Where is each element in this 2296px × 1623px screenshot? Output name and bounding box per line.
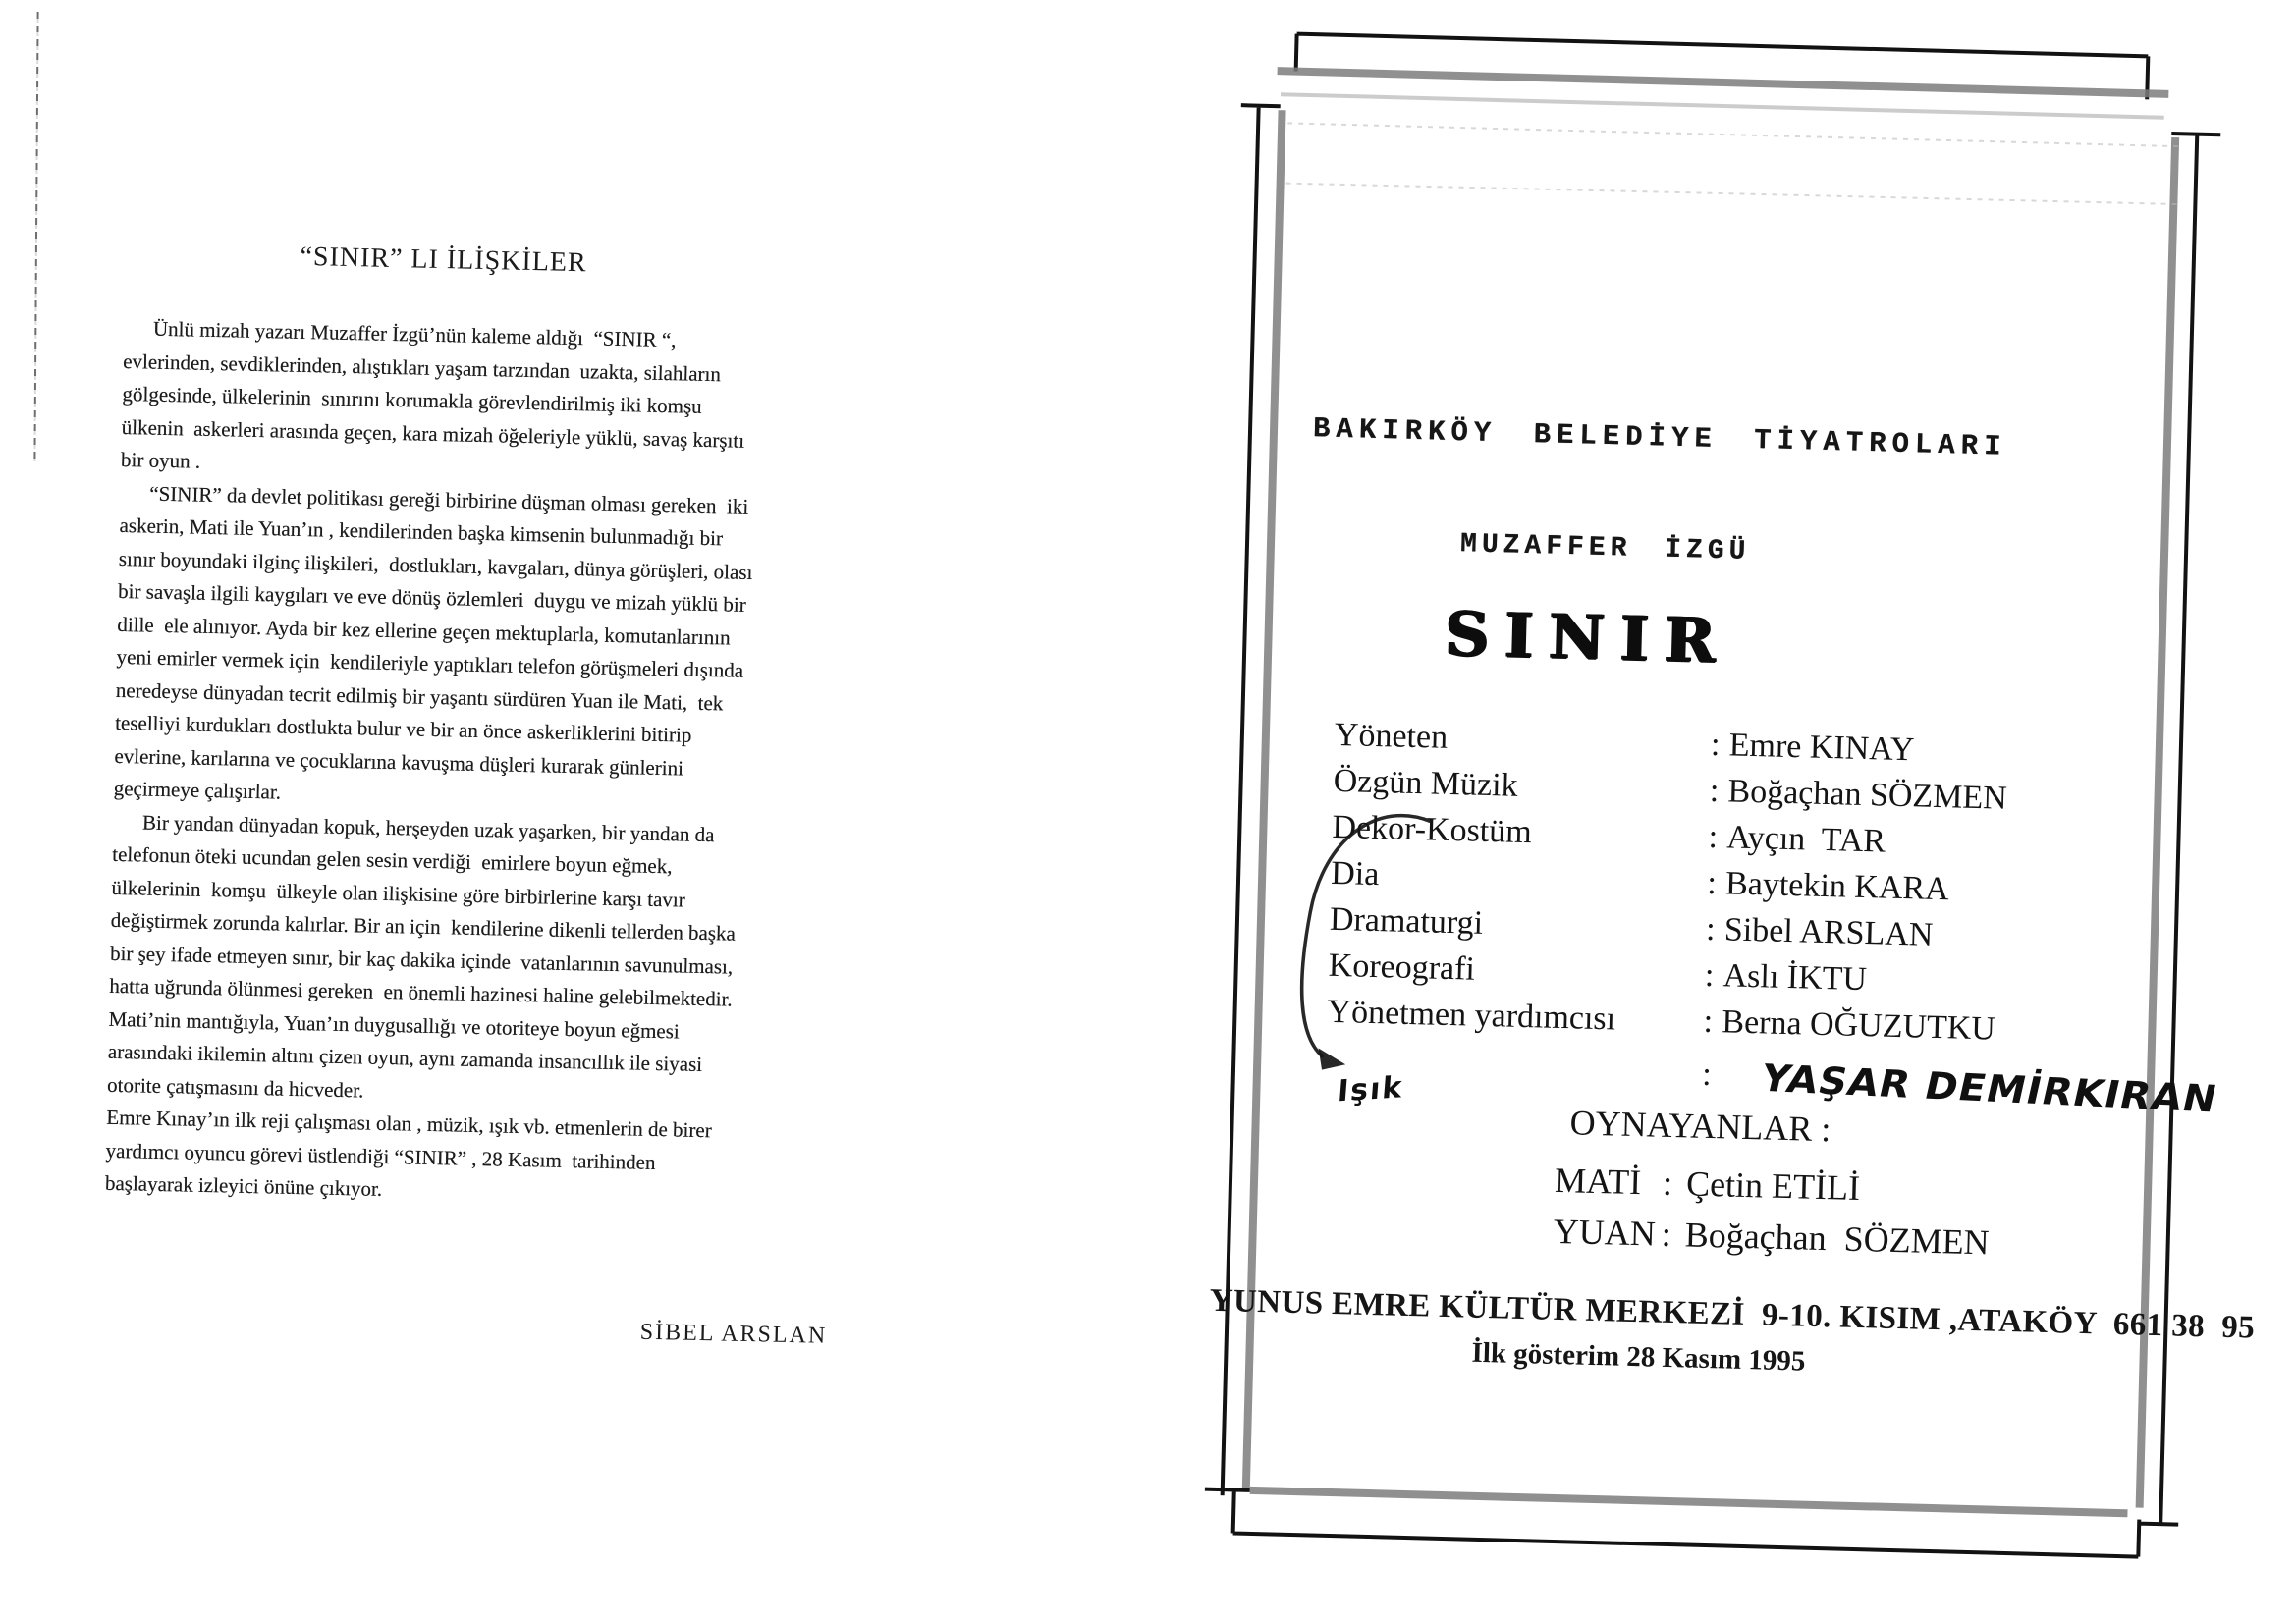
cast-character: YUAN [1553,1211,1657,1254]
essay-title: “SINIR” LI İLİŞKİLER [300,241,587,279]
cast-section [1553,1102,1993,1269]
credit-role: Koreografi [1328,947,1476,988]
credit-name: Aslı İKTU [1722,957,1868,999]
essay-paragraph-1: Ünlü mizah yazarı Muzaffer İzgü’nün kaleme aldığı “SINIR “, evlerinden, sevdiklerinden, alıştıkları yaşam tarzından uzakta, silahların gölgesinde, ülkelerinin sınırını korumakla görevlendirilmiş iki komşu ülkenin askerleri arasında geçen, kara mizah öğeleriyle yüklü, savaş karşıtı bir oyun . [120,316,750,473]
essay-signature: SİBEL ARSLAN [639,1319,828,1349]
cast-actor: Çetin ETİLİ [1685,1163,1861,1209]
venue-line: YUNUS EMRE KÜLTÜR MERKEZİ 9-10. KISIM ,ATAKÖY 661 38 95 [1209,1282,2256,1346]
credit-name: Baytekin KARA [1724,865,1950,908]
cast-colon: : [1662,1163,1673,1204]
credit-role: Yöneten [1334,716,1449,756]
cast-character: MATİ [1554,1160,1642,1203]
cast-actor: Boğaçhan SÖZMEN [1684,1215,1991,1263]
handwritten-name: YAŞAR DEMİRKIRAN [1757,1056,2222,1121]
credit-colon: : [1705,910,1717,948]
premiere-date-line: İlk gösterim 28 Kasım 1995 [1471,1336,1806,1378]
credit-colon: : [1701,1055,1713,1094]
theater-company-name: BAKIRKÖY BELEDİYE TİYATROLARI [1312,412,2007,463]
cast-heading: OYNAYANLAR : [1569,1103,1831,1150]
credit-name: Sibel ARSLAN [1723,911,1934,953]
essay-paragraph-2: “SINIR” da devlet politikası gereği birbirine düşman olması gereken iki askerin, Mati ile Yuan’ın , kendilerinden başka kimsenin bulunmadığı bir sınır boyundaki ilginç ilişkileri, dostlukları, kavgaları, dünya görüşleri, olası bir savaşla ilgili kaygıları ve eve dönüş özlemleri duygu ve mizah yüklü bir dille ele alınıyor. Ayda bir kez ellerine geçen mektuplarla, komutanlarının yeni emirler vermek için kendileriyle yaptıkları telefon görüşmeleri dışında neredeyse dünyadan tecrit edilmiş bir yaşantı sürdüren Yuan ile Mati, tek teselliyi kurdukları dostlukta bulur ve bir an önce askerliklerini bitirip evlerine, karılarına ve çocuklarına kavuşma düşleri kurarak günlerini geçirmeye çalışırlar. [113,481,758,804]
left-page-essay [104,238,828,1349]
right-page-playbill [1202,15,2256,1611]
playwright-name: MUZAFFER İZGÜ [1459,529,1751,568]
play-title: SINIR [1444,597,1732,677]
credit-role: Dia [1330,854,1380,893]
credit-role: Dramaturgi [1329,900,1484,942]
credit-name: Berna OĞUZUTKU [1721,1003,1996,1048]
credit-colon: : [1703,1002,1714,1041]
credit-colon: : [1704,956,1715,995]
credit-colon: : [1710,726,1722,764]
credit-name: Boğaçhan SÖZMEN [1727,773,2008,817]
credit-role: Özgün Müzik [1333,762,1519,804]
handwritten-role-label: Işık [1336,1070,1405,1109]
cast-colon: : [1661,1214,1672,1255]
credit-colon: : [1706,864,1718,902]
credit-colon: : [1709,772,1720,810]
essay-paragraph-4: Emre Kınay’ın ilk reji çalışması olan , müzik, ışık vb. etmenlerin de birer yardımcı oyuncu görevi üstlendiği “SINIR” , 28 Kasım tarihinden başlayarak izleyici önüne çıkıyor. [104,1105,718,1201]
credit-colon: : [1708,818,1719,856]
credit-name: Emre KINAY [1728,727,1915,769]
scan-artifact-line [33,12,38,461]
credit-name: Ayçın TAR [1725,819,1886,860]
credit-role: Dekor-Kostüm [1332,808,1533,851]
essay-paragraph-3: Bir yandan dünyadan kopuk, herşeyden uzak yaşarken, bir yandan da telefonun öteki ucundan gelen sesin verdiği emirlere boyun eğmek, ülkelerinin komşu ülkeyle olan ilişkisine göre birbirlerine karşı tavır değiştirmek zorunda kalırlar. Bir an için kendilerine dikenli tellerden başka bir şey ifade etmeyen sınır, bir kaç dakika içinde vatanlarının savunulması, hatta uğrunda ölünmesi gereken en önemli hazinesi haline gelebilmektedir. Mati’nin mantığıyla, Yuan’ın duygusallığı ve otoriteye boyun eğmesi arasındaki ikilemin altını çizen oyun, aynı zamanda insancıllık ile siyasi otorite çatışmasını da hicveder. [106,810,741,1102]
credit-role: Yönetmen yardımcısı [1327,993,1616,1038]
